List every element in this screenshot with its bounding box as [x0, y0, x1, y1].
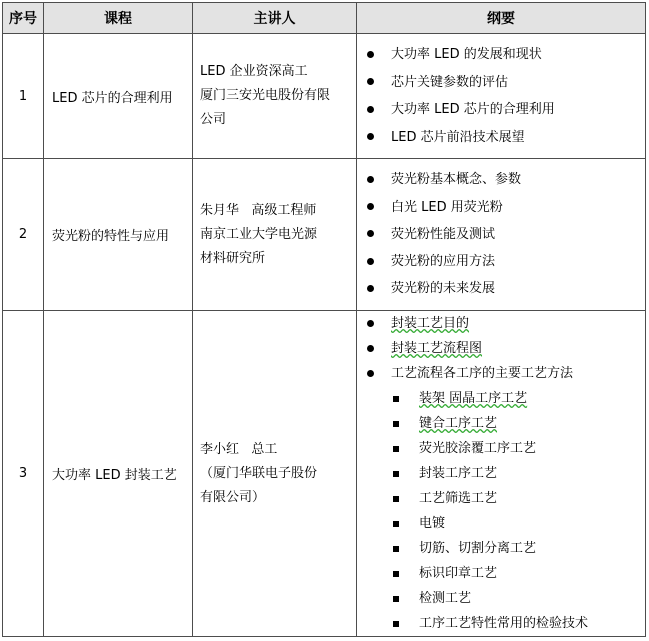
outline-text: 荧光粉性能及测试: [391, 226, 496, 242]
square-bullet-icon: [393, 396, 399, 402]
outline-item: [357, 194, 645, 221]
sub-outline-item: [357, 511, 645, 536]
course-name: 荧光粉的特性与应用: [44, 159, 193, 311]
sub-outline-item: [357, 436, 645, 461]
square-bullet-icon: [393, 596, 399, 602]
outline-list: [357, 311, 645, 636]
sub-outline-item: [357, 586, 645, 611]
sub-outline-item: [357, 486, 645, 511]
speaker-line: 公司: [200, 112, 227, 127]
row-number: 3: [3, 311, 44, 637]
speaker-line: 有限公司）: [200, 489, 266, 505]
speaker-line: LED 企业资深高工: [200, 64, 308, 79]
header-course: 课程: [44, 3, 193, 34]
outline-text: 封装工艺目的: [391, 316, 470, 331]
row-number: 1: [3, 34, 44, 159]
outline-cell: [357, 34, 646, 159]
bullet-icon: [367, 78, 374, 85]
sub-outline-text: 电镀: [419, 516, 446, 531]
outline-item: [357, 248, 645, 275]
speaker-cell: [193, 311, 357, 637]
bullet-icon: [367, 203, 374, 210]
bullet-icon: [367, 370, 374, 377]
outline-text: 芯片关键参数的评估: [391, 74, 509, 90]
header-no: 序号: [3, 3, 44, 34]
bullet-icon: [367, 320, 374, 327]
header-outline: 纲要: [357, 3, 646, 34]
outline-text: 荧光粉基本概念、参数: [391, 172, 522, 188]
outline-text: LED 芯片前沿技术展望: [391, 129, 525, 145]
sub-outline-text: 切筋、切割分离工艺: [419, 541, 537, 556]
bullet-icon: [367, 106, 374, 113]
bullet-icon: [367, 230, 374, 237]
sub-outline-text: 工艺筛选工艺: [419, 491, 498, 506]
square-bullet-icon: [393, 471, 399, 477]
outline-text: 工艺流程各工序的主要工艺方法: [391, 366, 574, 381]
table-row: [3, 311, 646, 637]
sub-outline-item: [357, 561, 645, 586]
square-bullet-icon: [393, 446, 399, 452]
outline-text: 白光 LED 用荧光粉: [391, 199, 503, 215]
bullet-icon: [367, 258, 374, 265]
sub-outline-text: 装架 固晶工序工艺: [419, 391, 528, 406]
sub-outline-text: 键合工序工艺: [419, 416, 498, 431]
speaker-line: 材料研究所: [200, 250, 266, 266]
outline-item: [357, 166, 645, 193]
outline-item: [357, 336, 645, 361]
outline-item: [357, 311, 645, 336]
square-bullet-icon: [393, 571, 399, 577]
table-row: [3, 159, 646, 311]
speaker-line: 厦门三安光电股份有限: [200, 88, 331, 103]
speaker-line: 朱月华 高级工程师: [200, 202, 317, 218]
table-row: [3, 34, 646, 159]
course-name: LED 芯片的合理利用: [44, 34, 193, 159]
speaker-line: （厦门华联电子股份: [200, 465, 318, 481]
sub-outline-text: 标识印章工艺: [419, 566, 498, 581]
square-bullet-icon: [393, 496, 399, 502]
square-bullet-icon: [393, 546, 399, 552]
sub-outline-item: [357, 461, 645, 486]
outline-item: [357, 96, 645, 124]
bullet-icon: [367, 51, 374, 58]
outline-item: [357, 41, 645, 69]
sub-outline-item: [357, 411, 645, 436]
speaker-cell: [193, 34, 357, 159]
outline-item: [357, 69, 645, 97]
speaker-line: 李小红 总工: [200, 441, 278, 457]
sub-outline-text: 检测工艺: [419, 591, 472, 606]
bullet-icon: [367, 176, 374, 183]
bullet-icon: [367, 285, 374, 292]
outline-item: [357, 124, 645, 152]
sub-outline-item: [357, 536, 645, 561]
header-speaker: 主讲人: [193, 3, 357, 34]
sub-outline-text: 工序工艺特性常用的检验技术: [419, 616, 589, 631]
row-number: 2: [3, 159, 44, 311]
speaker-cell: [193, 159, 357, 311]
outline-text: 荧光粉的未来发展: [391, 281, 496, 297]
speaker-line: 南京工业大学电光源: [200, 226, 318, 242]
square-bullet-icon: [393, 521, 399, 527]
outline-list: [357, 166, 645, 302]
outline-text: 荧光粉的应用方法: [391, 254, 496, 270]
bullet-icon: [367, 133, 374, 140]
outline-text: 大功率 LED 的发展和现状: [391, 47, 542, 62]
header-row: [3, 3, 646, 34]
outline-item: [357, 275, 645, 302]
outline-text: 封装工艺流程图: [391, 341, 483, 356]
outline-text: 大功率 LED 芯片的合理利用: [391, 102, 555, 117]
outline-item: [357, 361, 645, 386]
sub-outline-item: [357, 386, 645, 411]
square-bullet-icon: [393, 421, 399, 427]
outline-item: [357, 221, 645, 248]
outline-cell: [357, 311, 646, 637]
outline-cell: [357, 159, 646, 311]
course-name: 大功率 LED 封装工艺: [44, 311, 193, 637]
sub-outline-text: 封装工序工艺: [419, 466, 498, 481]
course-table: [2, 2, 646, 637]
sub-outline-item: [357, 611, 645, 636]
square-bullet-icon: [393, 621, 399, 627]
outline-list: [357, 41, 645, 151]
sub-outline-text: 荧光胶涂覆工序工艺: [419, 441, 537, 456]
bullet-icon: [367, 345, 374, 352]
